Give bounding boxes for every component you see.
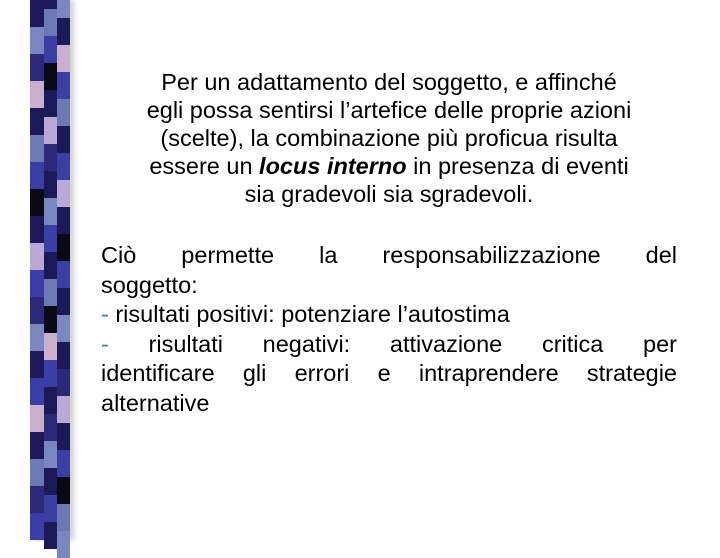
mosaic-tile xyxy=(44,522,57,549)
mosaic-tile xyxy=(57,99,70,126)
mosaic-tile xyxy=(44,117,57,144)
body-line: Ciò permette la responsabilizzazione del xyxy=(101,242,677,268)
mosaic-tile xyxy=(44,144,57,171)
mosaic-tile xyxy=(57,126,70,153)
mosaic-tile xyxy=(44,333,57,360)
mosaic-tile xyxy=(30,189,44,216)
mosaic-tile xyxy=(30,135,44,162)
emphasis-locus-interno: locus interno xyxy=(259,153,407,179)
mosaic-tile xyxy=(30,27,44,54)
mosaic-tile xyxy=(30,351,44,378)
body-line: identificare gli errori e intraprendere strategie xyxy=(101,360,677,386)
mosaic-tile xyxy=(44,360,57,387)
mosaic-tile xyxy=(57,0,70,18)
mosaic-tile xyxy=(57,207,70,234)
intro-line xyxy=(98,152,680,180)
mosaic-tile xyxy=(30,243,44,270)
intro-line: sia gradevoli sia sgradevoli. xyxy=(244,181,534,207)
mosaic-tile xyxy=(57,234,70,261)
intro-text: in presenza di eventi xyxy=(406,153,629,179)
mosaic-tile xyxy=(30,54,44,81)
mosaic-tile xyxy=(44,63,57,90)
mosaic-tile xyxy=(57,531,70,558)
mosaic-tile xyxy=(57,369,70,396)
mosaic-tile xyxy=(44,279,57,306)
mosaic-tile xyxy=(57,261,70,288)
mosaic-tile xyxy=(57,342,70,369)
mosaic-tile xyxy=(30,0,44,27)
mosaic-tile xyxy=(44,198,57,225)
mosaic-tile xyxy=(44,468,57,495)
intro-line: (scelte), la combinazione più proficua risulta xyxy=(160,125,618,151)
mosaic-tile xyxy=(30,216,44,243)
bullet-text: risultati negativi: attivazione critica per xyxy=(108,330,677,357)
mosaic-tile xyxy=(57,315,70,342)
mosaic-tile xyxy=(57,504,70,531)
mosaic-tile xyxy=(57,396,70,423)
mosaic-tile xyxy=(44,306,57,333)
mosaic-tile xyxy=(44,441,57,468)
mosaic-tile xyxy=(57,18,70,45)
intro-text: essere un xyxy=(149,153,260,179)
body-line: alternative xyxy=(101,389,210,416)
mosaic-tile xyxy=(44,414,57,441)
mosaic-tile xyxy=(44,225,57,252)
body-paragraph xyxy=(101,241,677,418)
mosaic-tile xyxy=(44,90,57,117)
mosaic-tile xyxy=(44,252,57,279)
mosaic-tile xyxy=(44,495,57,522)
mosaic-tile xyxy=(57,450,70,477)
mosaic-tile xyxy=(30,324,44,351)
body-line: soggetto: xyxy=(101,271,198,298)
mosaic-tile xyxy=(30,297,44,324)
mosaic-tile xyxy=(44,387,57,414)
mosaic-tile xyxy=(57,288,70,315)
mosaic-column xyxy=(44,0,57,540)
mosaic-tile xyxy=(57,72,70,99)
mosaic-tile xyxy=(57,423,70,450)
mosaic-tile xyxy=(30,432,44,459)
mosaic-tile xyxy=(44,171,57,198)
mosaic-tile xyxy=(57,45,70,72)
mosaic-column xyxy=(30,0,44,540)
mosaic-tile xyxy=(30,486,44,513)
bullet-positive xyxy=(101,300,677,330)
mosaic-tile xyxy=(30,270,44,297)
mosaic-tile xyxy=(30,162,44,189)
mosaic-tile xyxy=(44,9,57,36)
mosaic-tile xyxy=(30,81,44,108)
dash-bullet: - xyxy=(101,301,109,327)
decorative-mosaic-strip xyxy=(30,0,70,540)
mosaic-column xyxy=(57,0,70,540)
mosaic-tile xyxy=(57,180,70,207)
mosaic-tile xyxy=(44,36,57,63)
dash-bullet: - xyxy=(101,330,109,357)
intro-paragraph xyxy=(98,68,680,208)
intro-line: Per un adattamento del soggetto, e affinché xyxy=(161,69,617,95)
mosaic-tile xyxy=(30,459,44,486)
mosaic-tile xyxy=(30,378,44,405)
bullet-text: risultati positivi: potenziare l’autostima xyxy=(108,301,510,327)
mosaic-tile xyxy=(30,513,44,540)
mosaic-tile xyxy=(30,108,44,135)
mosaic-tile xyxy=(57,153,70,180)
bullet-negative xyxy=(101,330,677,360)
mosaic-tile xyxy=(44,0,57,9)
mosaic-tile xyxy=(57,477,70,504)
intro-line: egli possa sentirsi l’artefice delle proprie azioni xyxy=(146,97,632,123)
mosaic-tile xyxy=(30,405,44,432)
